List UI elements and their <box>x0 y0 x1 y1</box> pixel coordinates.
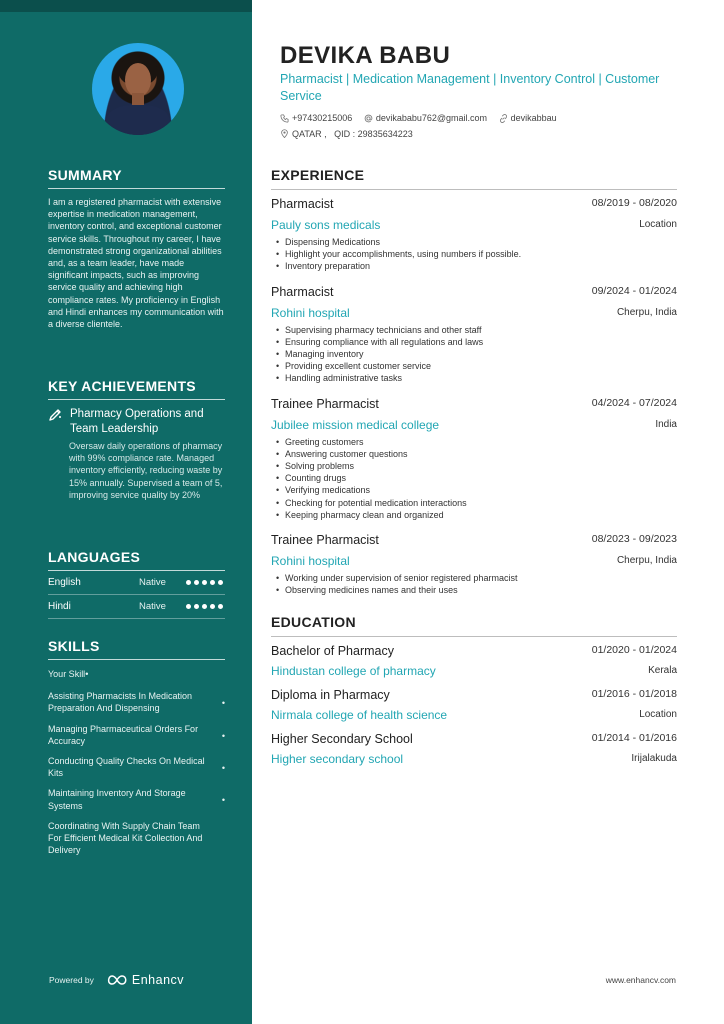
degree: Bachelor of Pharmacy <box>271 644 394 658</box>
language-row-hindi <box>48 595 225 619</box>
school: Hindustan college of pharmacy <box>271 664 436 678</box>
phone[interactable]: +97430215006 <box>280 111 352 125</box>
job-dates: 08/2023 - 09/2023 <box>591 533 677 546</box>
sidebar <box>0 0 252 1024</box>
bullet-item: • Answering customer questions <box>276 448 677 460</box>
job-bullets <box>276 236 677 273</box>
job-bullets <box>276 436 677 521</box>
job-title: Trainee Pharmacist <box>271 533 379 548</box>
bullet-item: • Ensuring compliance with all regulations and laws <box>276 336 677 348</box>
bullet-item: • Inventory preparation <box>276 260 677 272</box>
skill-item: Managing Pharmaceutical Orders For Accuracy • <box>48 723 225 746</box>
skill-item: Conducting Quality Checks On Medical Kits • <box>48 756 225 779</box>
languages-section <box>48 549 225 619</box>
link-icon <box>499 114 508 123</box>
enhancv-logo-icon <box>106 974 128 986</box>
school: Nirmala college of health science <box>271 708 448 722</box>
bullet-item: • Highlight your accomplishments, using numbers if possible. <box>276 248 677 260</box>
achievement-description: Oversaw daily operations of pharmacy with 99% compliance rate. Managed inventory efficiently, reducing waste by 15% annually. Supervised a team of 5, improving service quality by 20% <box>69 441 223 500</box>
summary-section <box>48 167 225 330</box>
bullet-item: • Keeping pharmacy clean and organized <box>276 509 677 521</box>
employer: Rohini hospital <box>271 554 350 569</box>
job-dates: 09/2024 - 01/2024 <box>591 284 677 297</box>
bullet-item: • Providing excellent customer service <box>276 360 677 372</box>
footer-url[interactable]: www.enhancv.com <box>605 975 676 985</box>
skill-item: Coordinating With Supply Chain Team For Efficient Medical Kit Collection And Delivery <box>48 820 203 856</box>
education-dates: 01/2014 - 01/2016 <box>591 732 677 744</box>
contact-info <box>280 111 680 142</box>
education-location: Location <box>639 709 677 720</box>
education-heading: EDUCATION <box>271 614 677 637</box>
language-name: English <box>48 577 81 588</box>
bullet-item: • Solving problems <box>276 460 677 472</box>
location-pin-icon <box>280 129 289 138</box>
profile-link[interactable]: devikabbau <box>499 111 557 125</box>
job-bullets <box>276 572 677 596</box>
language-proficiency-dots <box>186 580 223 585</box>
powered-by <box>49 973 184 987</box>
summary-text: I am a registered pharmacist with extensive expertise in medication management, inventory control, and exceptional customer service skills. Throughout my career, I have demonstrated strong organizational abilities and, as a team leader, have made significant impacts, such as improving service quality and achieving high compliance rates. My proficiency in English and Hindi enhances my communication with a diverse clientele. <box>48 197 224 330</box>
phone-icon <box>280 114 289 123</box>
language-row-english <box>48 571 225 595</box>
employer: Rohini hospital <box>271 305 350 320</box>
education-location: Kerala <box>648 665 677 676</box>
email[interactable]: devikababu762@gmail.com <box>364 111 487 125</box>
job-location: Cherpu, India <box>616 555 677 567</box>
bullet-item: • Counting drugs <box>276 472 677 484</box>
degree: Diploma in Pharmacy <box>271 688 390 702</box>
language-proficiency-dots <box>186 604 223 609</box>
skill-item: Maintaining Inventory And Storage Systems • <box>48 788 225 811</box>
bullet-item: • Working under supervision of senior registered pharmacist <box>276 572 677 584</box>
languages-heading: LANGUAGES <box>48 549 225 571</box>
education-section <box>271 614 677 775</box>
language-name: Hindi <box>48 601 71 612</box>
bullet-item: • Managing inventory <box>276 348 677 360</box>
job-dates: 04/2024 - 07/2024 <box>591 396 677 409</box>
job-location: India <box>655 418 677 430</box>
brand-name: Enhancv <box>131 973 185 987</box>
sidebar-top-bar <box>0 0 252 12</box>
school: Higher secondary school <box>271 752 404 766</box>
employer: Jubilee mission medical college <box>271 417 440 432</box>
skills-section <box>48 638 225 864</box>
achievements-section <box>48 378 225 501</box>
achievement-item <box>48 407 225 436</box>
employer: Pauly sons medicals <box>271 218 381 232</box>
experience-heading: EXPERIENCE <box>271 167 677 190</box>
powered-by-label: Powered by <box>49 975 94 985</box>
language-level: Native <box>139 601 166 612</box>
location: QATAR , QID : 29835634223 <box>280 127 413 141</box>
experience-section <box>271 167 677 607</box>
brand-logo[interactable] <box>106 973 184 987</box>
achievements-heading: KEY ACHIEVEMENTS <box>48 378 225 400</box>
education-location: Irijalakuda <box>631 753 677 764</box>
job-location: Location <box>639 219 677 230</box>
experience-entry <box>271 284 677 385</box>
summary-heading: SUMMARY <box>48 167 225 189</box>
bullet-item: • Observing medicines names and their uses <box>276 584 677 596</box>
pen-icon <box>48 408 62 422</box>
skills-heading: SKILLS <box>48 638 225 660</box>
bullet-item: • Verifying medications <box>276 484 677 496</box>
bullet-item: • Handling administrative tasks <box>276 372 677 384</box>
education-entry <box>271 687 677 723</box>
job-dates: 08/2019 - 08/2020 <box>591 197 677 209</box>
job-title: Pharmacist <box>271 197 334 211</box>
job-bullets <box>276 324 677 385</box>
bullet-item: • Supervising pharmacy technicians and other staff <box>276 324 677 336</box>
skill-item: Your Skill• <box>48 669 89 679</box>
education-dates: 01/2020 - 01/2024 <box>591 644 677 656</box>
bullet-item: • Greeting customers <box>276 436 677 448</box>
headline: Pharmacist | Medication Management | Inventory Control | Customer Service <box>280 72 660 103</box>
bullet-item: • Checking for potential medication interactions <box>276 497 677 509</box>
bullet-item: • Dispensing Medications <box>276 236 677 248</box>
avatar <box>92 43 184 135</box>
candidate-name: DEVIKA BABU <box>280 42 451 69</box>
job-title: Trainee Pharmacist <box>271 396 379 411</box>
education-entry <box>271 643 677 679</box>
at-icon <box>364 114 373 123</box>
job-location: Cherpu, India <box>616 306 677 318</box>
skill-item: Assisting Pharmacists In Medication Preparation And Dispensing • <box>48 691 225 714</box>
job-title: Pharmacist <box>271 284 334 299</box>
experience-entry <box>271 196 677 273</box>
education-dates: 01/2016 - 01/2018 <box>591 688 677 700</box>
experience-entry <box>271 532 677 596</box>
degree: Higher Secondary School <box>271 732 413 746</box>
experience-entry <box>271 396 677 521</box>
language-level: Native <box>139 577 166 588</box>
education-entry <box>271 731 677 767</box>
achievement-title: Pharmacy Operations and Team Leadership <box>70 408 204 435</box>
